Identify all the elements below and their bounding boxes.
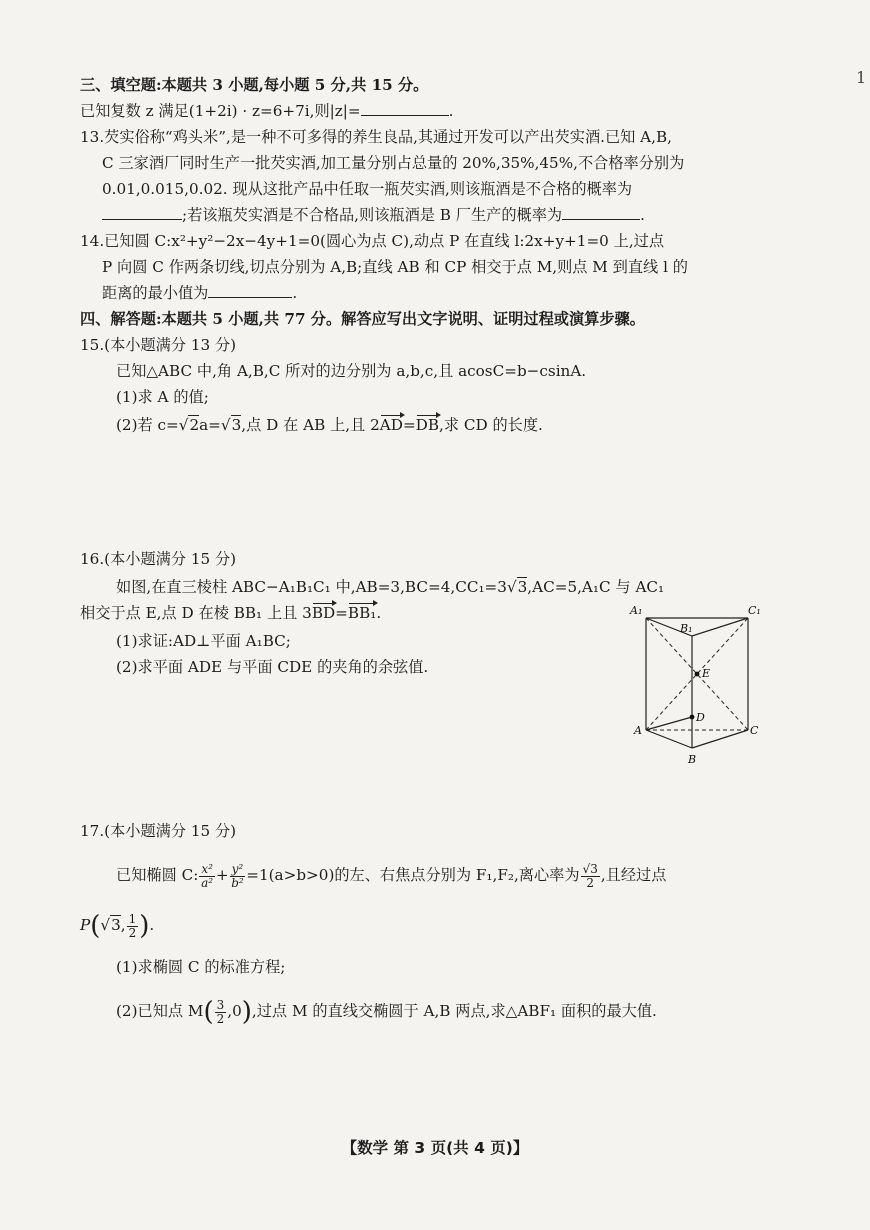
fraction-eccentricity [581, 863, 600, 890]
q16-vector-bd: BD [311, 604, 336, 622]
q16-line-2-period: . [376, 604, 382, 622]
q15-part-2-text-c: ,点 D 在 AB 上,且 2 [241, 416, 380, 434]
q16-equals: = [335, 604, 348, 622]
fraction-x2-a2 [199, 863, 215, 890]
fraction-numerator: 1 [128, 911, 137, 926]
q17-line-2: P(√3, $\frac{1}{2}$ ). [80, 911, 155, 941]
point-d [690, 715, 695, 720]
fraction-one-half [127, 913, 139, 940]
q16-part-1: (1)求证:AD⊥平面 A₁BC; [116, 632, 291, 650]
question-12 [80, 100, 453, 122]
q15-sqrt-2: 2 [189, 416, 200, 434]
q13-line-4-text: ;若该瓶芡实酒是不合格品,则该瓶酒是 B 厂生产的概率为 [182, 206, 563, 224]
q17-line-2-period: . [149, 916, 155, 934]
q16-line-1-text-b: ,AC=5,A₁C 与 AC₁ [527, 578, 665, 596]
fraction-denominator: 2 [128, 925, 137, 940]
label-c: C [750, 724, 759, 737]
q15-part-2-text-b: a= [199, 416, 221, 434]
q13-line-2: C 三家酒厂同时生产一批芡实酒,加工量分别占总量的 20%,35%,45%,不合格率分别为 [102, 154, 685, 172]
q15-stem: 已知△ABC 中,角 A,B,C 所对的边分别为 a,b,c,且 acosC=b−csinA. [116, 362, 587, 380]
q14-line-1: 14.已知圆 C:x²+y²−2x−4y+1=0(圆心为点 C),动点 P 在直线 l:2x+y+1=0 上,过点 [80, 232, 665, 250]
label-b1: B₁ [680, 622, 693, 635]
q17-line-1-text-c: =1(a>b>0)的左、右焦点分别为 F₁,F₂,离心率为 [246, 866, 580, 884]
q17-line-1 [116, 858, 666, 892]
q12-period: . [448, 102, 454, 120]
label-d: D [696, 711, 705, 724]
q15-part-2: (2)若 c=√2a=√3,点 D 在 AB 上,且 2AD=DB,求 CD 的长度. [116, 416, 543, 434]
q15-sqrt-3: 3 [231, 416, 242, 434]
q13-answer-blank-2[interactable] [562, 205, 640, 220]
q17-part-2-text-a: (2)已知点 M [116, 1002, 204, 1020]
q16-line-1-text-a: 如图,在直三棱柱 ABC−A₁B₁C₁ 中,AB=3,BC=4,CC₁=3 [116, 578, 507, 596]
section3-header: 三、填空题:本题共 3 小题,每小题 5 分,共 15 分。 [80, 76, 429, 94]
point-e [695, 672, 700, 677]
fraction-three-halves [215, 999, 227, 1026]
label-a1: A₁ [630, 604, 643, 617]
label-b: B [688, 753, 697, 766]
label-e: E [702, 667, 711, 680]
q14-line-3 [102, 282, 297, 304]
q16-part-2: (2)求平面 ADE 与平面 CDE 的夹角的余弦值. [116, 658, 429, 676]
fraction-numerator: 3 [216, 997, 225, 1012]
segment-ad [646, 717, 692, 730]
q17-part-2-text-c: ,过点 M 的直线交椭圆于 A,B 两点,求△ABF₁ 面积的最大值. [251, 1002, 657, 1020]
q13-line-4 [102, 204, 645, 226]
q15-part-2-text-a: (2)若 c= [116, 416, 179, 434]
page-edge-mark: 1 [856, 68, 867, 87]
q17-part-1: (1)求椭圆 C 的标准方程; [116, 958, 286, 976]
q13-answer-blank-1[interactable] [102, 205, 182, 220]
edge-bc [692, 730, 748, 748]
label-c1: C₁ [748, 604, 761, 617]
q13-line-4-period: . [640, 206, 645, 224]
label-a: A [634, 724, 642, 737]
q16-sqrt-3: 3 [517, 578, 528, 596]
q15-title: 15.(本小题满分 13 分) [80, 336, 237, 354]
edge-b1c1 [692, 618, 748, 636]
q15-equals: = [402, 416, 416, 434]
q15-part-1: (1)求 A 的值; [116, 388, 209, 406]
q13-line-3: 0.01,0.015,0.02. 现从这批产品中任取一瓶芡实酒,则该瓶酒是不合格的概率为 [102, 180, 633, 198]
fraction-denominator: a² [201, 875, 214, 890]
q15-part-2-text-e: ,求 CD 的长度. [439, 416, 543, 434]
fraction-denominator: 2 [216, 1011, 225, 1026]
q13-line-1: 13.芡实俗称“鸡头米”,是一种不可多得的养生良品,其通过开发可以产出芡实酒.已知 A,B, [80, 128, 672, 146]
q14-period: . [292, 284, 298, 302]
fraction-denominator: 2 [586, 875, 594, 890]
q17-sqrt-3: 3 [111, 916, 121, 934]
q17-part-2: (2)已知点 M( $\frac{3}{2}$ ,0),过点 M 的直线交椭圆于 A,B 两点,求△ABF₁ 面积的最大值. [116, 997, 657, 1027]
q17-line-1-text-a: 已知椭圆 C: [116, 866, 199, 884]
fraction-numerator: y² [231, 861, 244, 876]
q16-line-1: 如图,在直三棱柱 ABC−A₁B₁C₁ 中,AB=3,BC=4,CC₁=3√3,AC=5,A₁C 与 AC₁ [116, 578, 665, 596]
section4-header: 四、解答题:本题共 5 小题,共 77 分。解答应写出文字说明、证明过程或演算步骤。 [80, 310, 645, 328]
edge-ab [646, 730, 692, 748]
q16-title: 16.(本小题满分 15 分) [80, 550, 237, 568]
fraction-numerator: √3 [582, 861, 598, 876]
fraction-y2-b2 [230, 863, 246, 890]
fraction-denominator: b² [231, 875, 244, 890]
q14-line-2: P 向圆 C 作两条切线,切点分别为 A,B;直线 AB 和 CP 相交于点 M,则点 M 到直线 l 的 [102, 258, 688, 276]
fraction-numerator: x² [201, 861, 213, 876]
q16-line-2 [80, 602, 381, 624]
q17-plus: + [215, 866, 229, 884]
q16-vector-bb1: BB₁ [347, 604, 377, 622]
q14-line-3-text: 距离的最小值为 [102, 284, 209, 302]
q12-answer-blank[interactable] [361, 101, 449, 116]
q15-vector-db: DB [415, 416, 440, 434]
prism-figure [626, 600, 776, 770]
q17-line-1-text-d: ,且经过点 [600, 866, 667, 884]
q16-line-2-text-a: 相交于点 E,点 D 在棱 BB₁ 上且 3 [80, 604, 312, 622]
q17-title: 17.(本小题满分 15 分) [80, 822, 237, 840]
q14-answer-blank[interactable] [208, 283, 292, 298]
q15-vector-ad: AD [379, 416, 403, 434]
q17-point-p: P [80, 916, 91, 934]
q17-part-2-text-b: ,0 [227, 1002, 242, 1020]
q12-text: 已知复数 z 满足(1+2i) · z=6+7i,则|z|= [80, 102, 361, 120]
page-footer: 【数学 第 3 页(共 4 页)】 [341, 1139, 529, 1157]
